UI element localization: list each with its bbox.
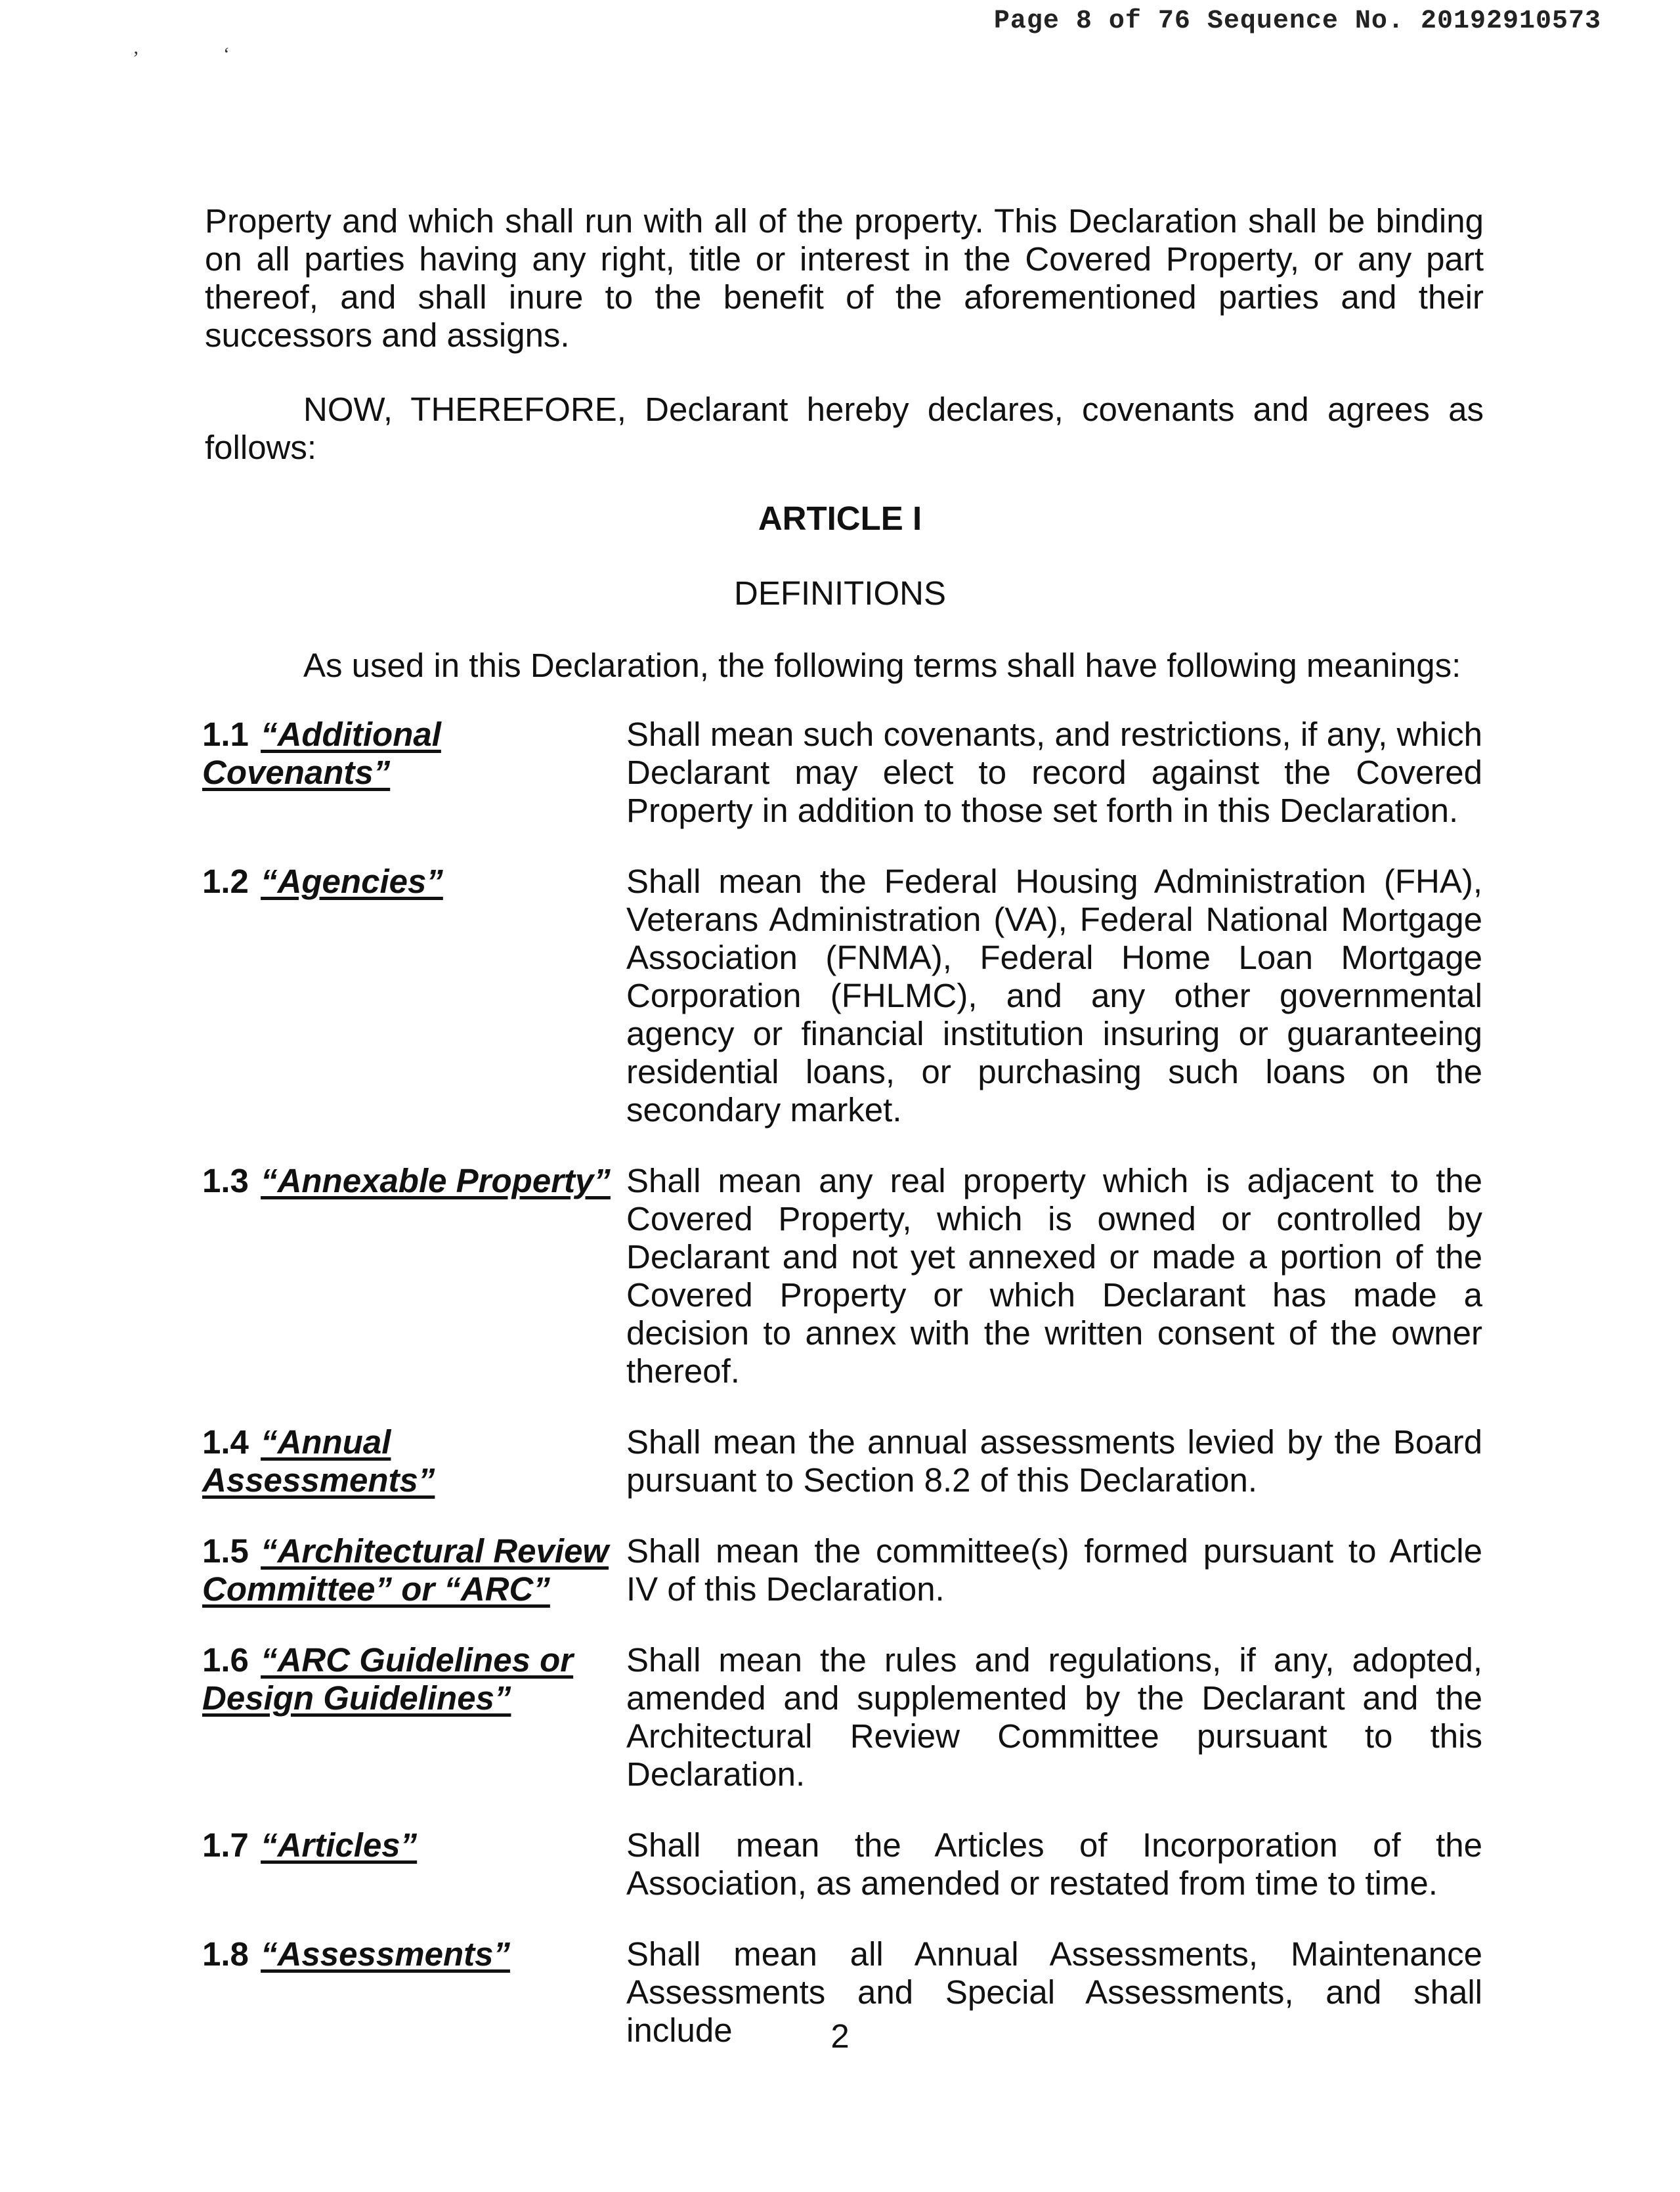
definition-term-label: “Assessments” [261,1935,510,1973]
definition-term [202,1935,626,1973]
body-paragraph: Property and which shall run with all of the property. This Declaration shall be binding on all parties having any right, title or interest in the Covered Property, or any part thereof, and shall inure to the benefit of the aforementioned parties and their successors and assigns. [205,202,1484,354]
definition-term-label: “ARC Guidelines or Design Guidelines” [202,1641,574,1717]
definition-text: Shall mean all Annual Assessments, Maintenance Assessments and Special Assessments, and shall include [626,1935,1482,2049]
scan-mark: ’ [133,47,139,69]
definition-number: 1.4 [202,1423,249,1461]
definition-term-label: “Annexable Property” [261,1162,611,1199]
definition-term [202,1162,626,1200]
article-title: ARTICLE I [758,500,922,537]
definition-item [202,1162,1482,1390]
definition-text: Shall mean such covenants, and restrictions, if any, which Declarant may elect to record against the Covered Property in addition to those set forth in this Declaration. [626,716,1482,829]
definition-number: 1.2 [202,863,249,900]
definition-text: Shall mean the Federal Housing Administration (FHA), Veterans Administration (VA), Federal National Mortgage Association (FNMA), Federal Home Loan Mortgage Corporation (FHLMC), and any other governmental agency or financial institution insuring or guaranteeing residential loans, or purchasing such loans on the secondary market. [626,863,1482,1128]
definition-number: 1.3 [202,1162,249,1199]
article-subtitle: DEFINITIONS [733,574,946,612]
definition-term [202,1532,626,1608]
definition-term-label: “Articles” [261,1826,418,1864]
definition-term-label: “Additional Covenants” [202,716,441,791]
page-sequence-header: Page 8 of 76 Sequence No. 20192910573 [993,7,1601,36]
definition-number: 1.7 [202,1826,249,1864]
definition-term [202,1641,626,1717]
definitions-intro: As used in this Declaration, the following terms shall have following meanings: [303,647,1461,684]
definition-number: 1.8 [202,1935,249,1973]
definition-term-label: “Agencies” [261,863,443,900]
definition-number: 1.1 [202,716,249,753]
definition-term-label: “Architectural Review Committee” or “ARC” [202,1532,609,1608]
definition-number: 1.5 [202,1532,249,1570]
scan-mark: ‘ [223,43,230,65]
definition-number: 1.6 [202,1641,249,1679]
definition-text: Shall mean the annual assessments levied by the Board pursuant to Section 8.2 of this Declaration. [626,1423,1482,1499]
definition-term [202,1423,626,1499]
definition-text: Shall mean the committee(s) formed pursuant to Article IV of this Declaration. [626,1532,1482,1608]
definition-item [202,863,1482,1129]
definition-item [202,1826,1482,1902]
body-paragraph: NOW, THEREFORE, Declarant hereby declares, covenants and agrees as follows: [205,391,1484,466]
definition-term-label: “Annual Assessments” [202,1423,435,1499]
definition-item [202,1641,1482,1794]
definition-term [202,1826,626,1864]
definition-text: Shall mean the rules and regulations, if any, adopted, amended and supplemented by the Declarant and the Architectural Review Committee pursuant to this Declaration. [626,1641,1482,1793]
definition-term [202,863,626,901]
definition-item [202,1532,1482,1608]
definition-term [202,716,626,792]
definition-item [202,716,1482,830]
definition-item [202,1423,1482,1499]
definition-text: Shall mean any real property which is adjacent to the Covered Property, which is owned or controlled by Declarant and not yet annexed or made a portion of the Covered Property or which Declarant has made a decision to annex with the written consent of the owner thereof. [626,1162,1482,1390]
definition-text: Shall mean the Articles of Incorporation of the Association, as amended or restated from time to time. [626,1826,1482,1902]
definitions-list [202,716,1482,2082]
page-number: 2 [830,2017,850,2055]
